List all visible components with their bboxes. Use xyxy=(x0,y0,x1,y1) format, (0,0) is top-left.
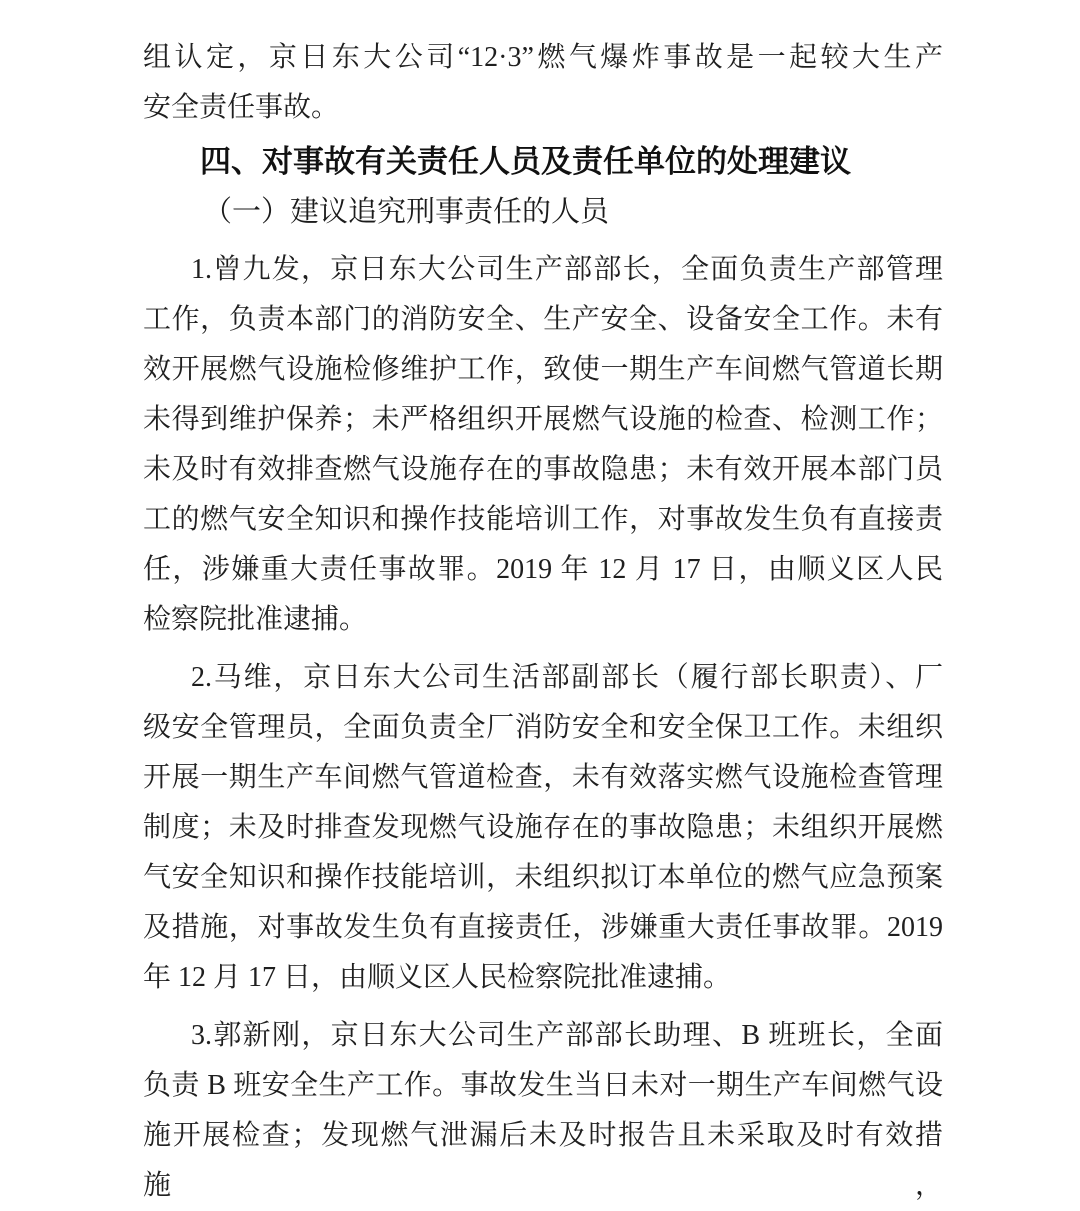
paragraph-person-3 xyxy=(143,1011,943,1201)
text-line: 负责 B 班安全生产工作。事故发生当日未对一期生产车间燃气设 xyxy=(143,1070,943,1101)
continuation-paragraph xyxy=(143,33,943,133)
text-line: 1.曾九发，京日东大公司生产部部长，全面负责生产部管理 xyxy=(191,254,943,285)
text-line: 施开展检查；发现燃气泄漏后未及时报告且未采取及时有效措施， xyxy=(143,1120,943,1201)
text-line: 工作，负责本部门的消防安全、生产安全、设备安全工作。未有 xyxy=(143,304,943,335)
text-line: 级安全管理员，全面负责全厂消防安全和安全保卫工作。未组织 xyxy=(143,712,943,743)
text-line: 工的燃气安全知识和操作技能培训工作，对事故发生负有直接责 xyxy=(143,504,943,535)
text-line: 及措施，对事故发生负有直接责任，涉嫌重大责任事故罪。2019 xyxy=(143,912,943,943)
text-line: 年 12 月 17 日，由顺义区人民检察院批准逮捕。 xyxy=(143,962,732,993)
text-line: 3.郭新刚，京日东大公司生产部部长助理、B 班班长，全面 xyxy=(191,1020,943,1051)
text-line: 2.马维，京日东大公司生活部副部长（履行部长职责）、厂 xyxy=(191,662,943,693)
text-line: 组认定，京日东大公司“12·3”燃气爆炸事故是一起较大生产 xyxy=(143,42,943,73)
text-line: 安全责任事故。 xyxy=(143,92,340,123)
text-line: 未得到维护保养；未严格组织开展燃气设施的检查、检测工作； xyxy=(143,404,943,435)
section-heading: 四、对事故有关责任人员及责任单位的处理建议 xyxy=(200,144,851,179)
subsection-heading: （一）建议追究刑事责任的人员 xyxy=(203,196,610,228)
text-line: 气安全知识和操作技能培训，未组织拟订本单位的燃气应急预案 xyxy=(143,862,943,893)
text-line: 未及时有效排查燃气设施存在的事故隐患；未有效开展本部门员 xyxy=(143,454,943,485)
paragraph-person-2 xyxy=(143,653,943,1003)
paragraph-person-1 xyxy=(143,245,943,645)
text-line: 制度；未及时排查发现燃气设施存在的事故隐患；未组织开展燃 xyxy=(143,812,943,843)
text-line: 效开展燃气设施检修维护工作，致使一期生产车间燃气管道长期 xyxy=(143,354,943,385)
text-line: 开展一期生产车间燃气管道检查，未有效落实燃气设施检查管理 xyxy=(143,762,943,793)
text-line: 任，涉嫌重大责任事故罪。2019 年 12 月 17 日，由顺义区人民 xyxy=(143,554,943,585)
text-line: 检察院批准逮捕。 xyxy=(143,604,368,635)
